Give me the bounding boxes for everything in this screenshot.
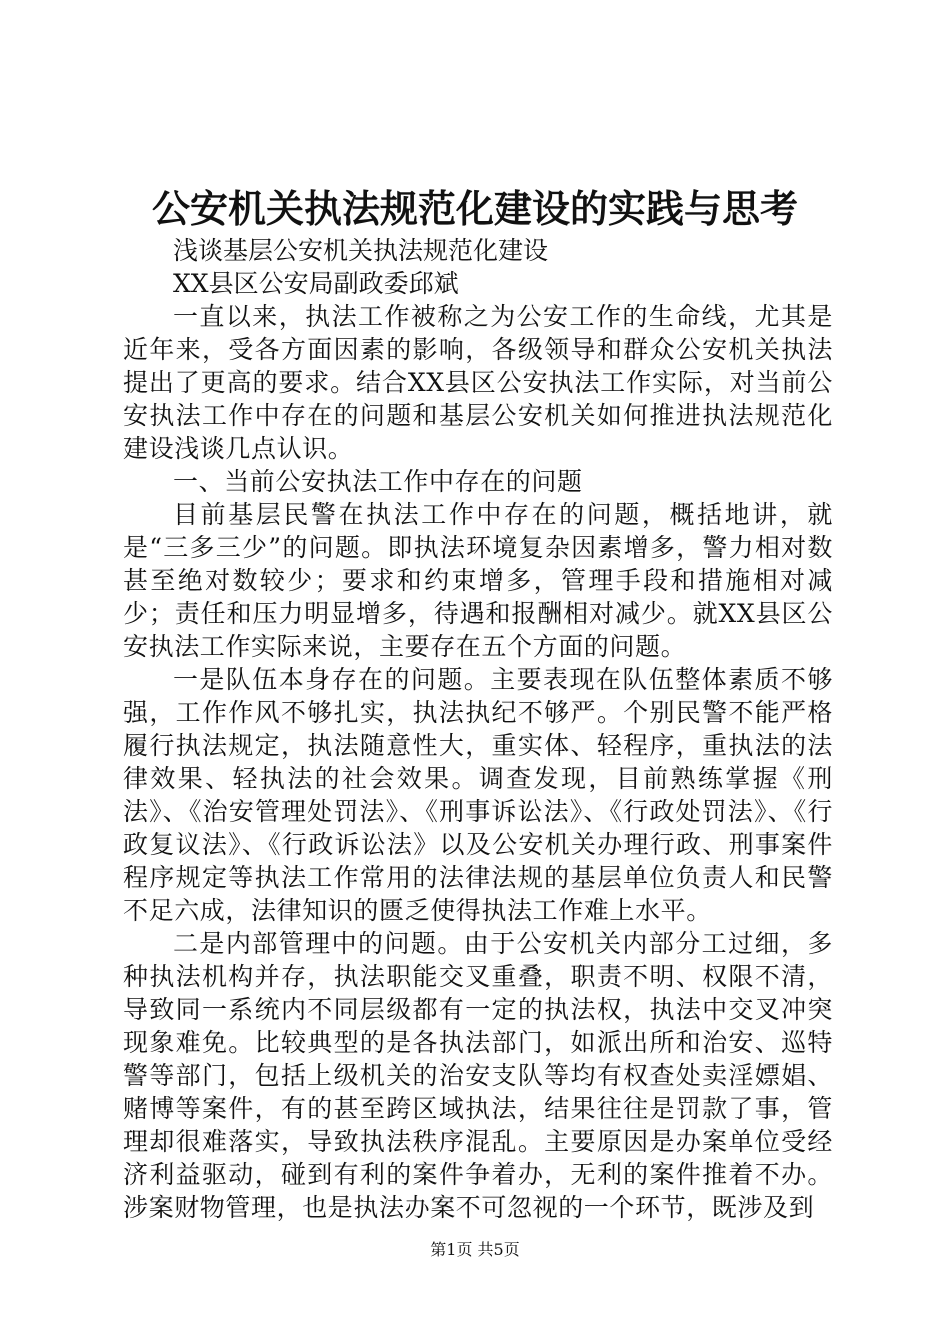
paragraph-team-issues: 一是队伍本身存在的问题。主要表现在队伍整体素质不够强，工作作风不够扎实，执法执纪不够严。个别民警不能严格履行执法规定，执法随意性大，重实体、轻程序，重执法的法律效果、轻执法的社会效果。调查发现，目前熟练掌握《刑法》、《治安管理处罚法》、《刑事诉讼法》、《行政处罚法》、《行政复议法》、《行政诉讼法》以及公安机关办理行政、刑事案件程序规定等执法工作常用的法律法规的基层单位负责人和民警不足六成，法律知识的匮乏使得执法工作难上水平。 xyxy=(123,665,833,925)
paragraph-intro: 一直以来，执法工作被称之为公安工作的生命线，尤其是近年来，受各方面因素的影响，各级领导和群众公安机关执法提出了更高的要求。结合XX县区公安执法工作实际，对当前公安执法工作中存在的问题和基层公安机关如何推进执法规范化建设浅谈几点认识。 xyxy=(123,302,833,463)
paragraph-overview: 目前基层民警在执法工作中存在的问题，概括地讲，就是“三多三少”的问题。即执法环境复杂因素增多，警力相对数甚至绝对数较少；要求和约束增多，管理手段和措施相对减少；责任和压力明显增多，待遇和报酬相对减少。就XX县区公安执法工作实际来说，主要存在五个方面的问题。 xyxy=(123,500,833,661)
document-title: 公安机关执法规范化建设的实践与思考 xyxy=(151,186,798,231)
paragraph-management-issues: 二是内部管理中的问题。由于公安机关内部分工过细，多种执法机构并存，执法职能交叉重叠，职责不明、权限不清，导致同一系统内不同层级都有一定的执法权，执法中交叉冲突现象难免。比较典型的是各执法部门，如派出所和治安、巡特警等部门，包括上级机关的治安支队等均有权查处卖淫嫖娼、赌博等案件，有的甚至跨区域执法，结果往往是罚款了事，管理却很难落实，导致执法秩序混乱。主要原因是办案单位受经济利益驱动，碰到有利的案件争着办，无利的案件推着不办。涉案财物管理，也是执法办案不可忽视的一个环节，既涉及到 xyxy=(123,929,833,1222)
page-number: 第1页 共5页 xyxy=(430,1240,520,1259)
document-author: XX县区公安局副政委邱斌 xyxy=(173,269,459,298)
document-body xyxy=(123,234,833,1224)
section-heading-1: 一、当前公安执法工作中存在的问题 xyxy=(173,467,583,496)
document-subtitle: 浅谈基层公安机关执法规范化建设 xyxy=(173,236,549,265)
